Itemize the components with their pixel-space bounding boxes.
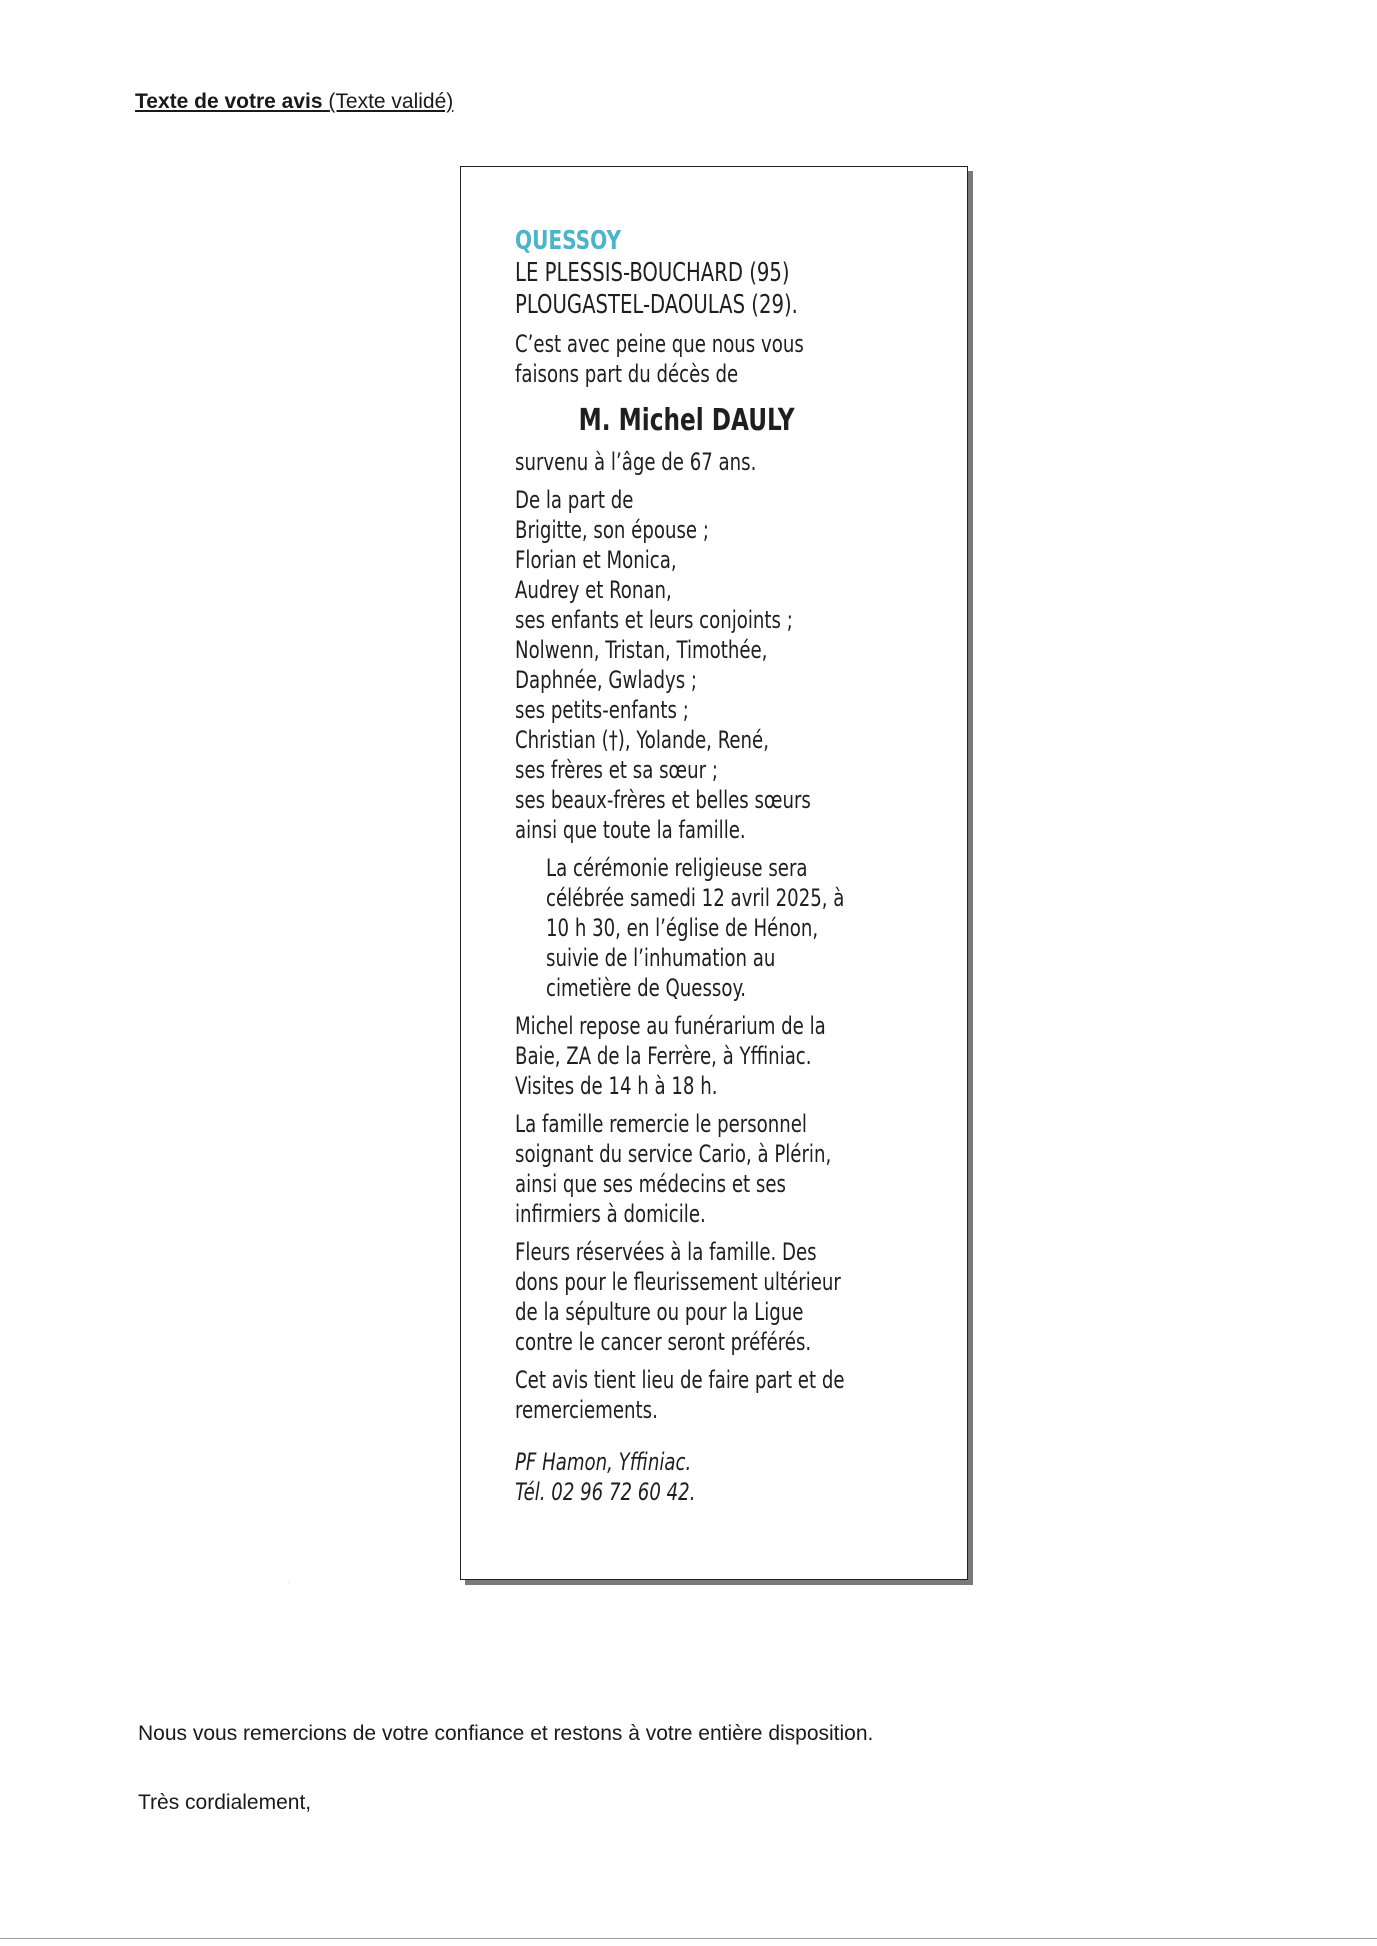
notice-rest [515, 1011, 945, 1101]
funeral-home-line: Tél. 02 96 72 60 42. [515, 1478, 696, 1506]
flowers-line: dons pour le fleurissement ultérieur [515, 1268, 841, 1296]
family-line: Brigitte, son épouse ; [515, 516, 709, 544]
notice-town: QUESSOY [515, 226, 622, 256]
family-line: Florian et Monica, [515, 546, 677, 574]
flowers-line: Fleurs réservées à la famille. Des [515, 1238, 817, 1266]
notice-family [515, 485, 945, 845]
note-line: remerciements. [515, 1396, 658, 1424]
family-line: Nolwenn, Tristan, Timothée, [515, 636, 768, 664]
ceremony-line: cimetière de Quessoy. [546, 974, 747, 1002]
notice-thanks [515, 1109, 945, 1229]
family-line: ses frères et sa sœur ; [515, 756, 718, 784]
heading-title: Texte de votre avis [135, 90, 323, 113]
page-heading [135, 90, 453, 114]
closing-salutation: Très cordialement, [138, 1791, 312, 1814]
ceremony-line: suivie de l’inhumation au [546, 944, 776, 972]
notice-note [515, 1365, 945, 1425]
thanks-line: ainsi que ses médecins et ses [515, 1170, 786, 1198]
note-line: Cet avis tient lieu de faire part et de [515, 1366, 845, 1394]
notice-location-1: LE PLESSIS-BOUCHARD (95) [515, 258, 790, 288]
thanks-line: infirmiers à domicile. [515, 1200, 706, 1228]
family-line: De la part de [515, 486, 634, 514]
ceremony-line: célébrée samedi 12 avril 2025, à [546, 884, 845, 912]
flowers-line: contre le cancer seront préférés. [515, 1328, 812, 1356]
age-line: survenu à l’âge de 67 ans. [515, 448, 757, 476]
obituary-notice [460, 166, 968, 1580]
thanks-line: La famille remercie le personnel [515, 1110, 807, 1138]
family-line: ainsi que toute la famille. [515, 816, 746, 844]
flowers-line: de la sépulture ou pour la Ligue [515, 1298, 804, 1326]
thanks-line: soignant du service Cario, à Plérin, [515, 1140, 832, 1168]
notice-funeral-home [515, 1447, 945, 1507]
family-line: Audrey et Ronan, [515, 576, 672, 604]
intro-line: C’est avec peine que nous vous [515, 330, 804, 358]
scan-speck [288, 1582, 289, 1583]
ceremony-line: La cérémonie religieuse sera [546, 854, 808, 882]
bottom-divider [0, 1938, 1377, 1939]
rest-line: Michel repose au funérarium de la [515, 1012, 826, 1040]
family-line: Christian (†), Yolande, René, [515, 726, 769, 754]
notice-ceremony [515, 853, 945, 1003]
notice-intro [515, 329, 945, 389]
family-line: ses beaux-frères et belles sœurs [515, 786, 811, 814]
family-line: Daphnée, Gwladys ; [515, 666, 698, 694]
notice-age [515, 447, 945, 477]
heading-status: (Texte validé) [328, 90, 454, 113]
funeral-home-line: PF Hamon, Yffiniac. [515, 1448, 692, 1476]
rest-line: Visites de 14 h à 18 h. [515, 1072, 718, 1100]
notice-location-2: PLOUGASTEL-DAOULAS (29). [515, 290, 798, 320]
notice-content [515, 225, 945, 1507]
rest-line: Baie, ZA de la Ferrère, à Yffiniac. [515, 1042, 812, 1070]
closing-thanks: Nous vous remercions de votre confiance et restons à votre entière disposition. [138, 1722, 874, 1745]
notice-flowers [515, 1237, 945, 1357]
family-line: ses enfants et leurs conjoints ; [515, 606, 793, 634]
intro-line: faisons part du décès de [515, 360, 739, 388]
family-line: ses petits-enfants ; [515, 696, 689, 724]
deceased-name: M. Michel DAULY [578, 403, 795, 438]
ceremony-line: 10 h 30, en l’église de Hénon, [546, 914, 819, 942]
